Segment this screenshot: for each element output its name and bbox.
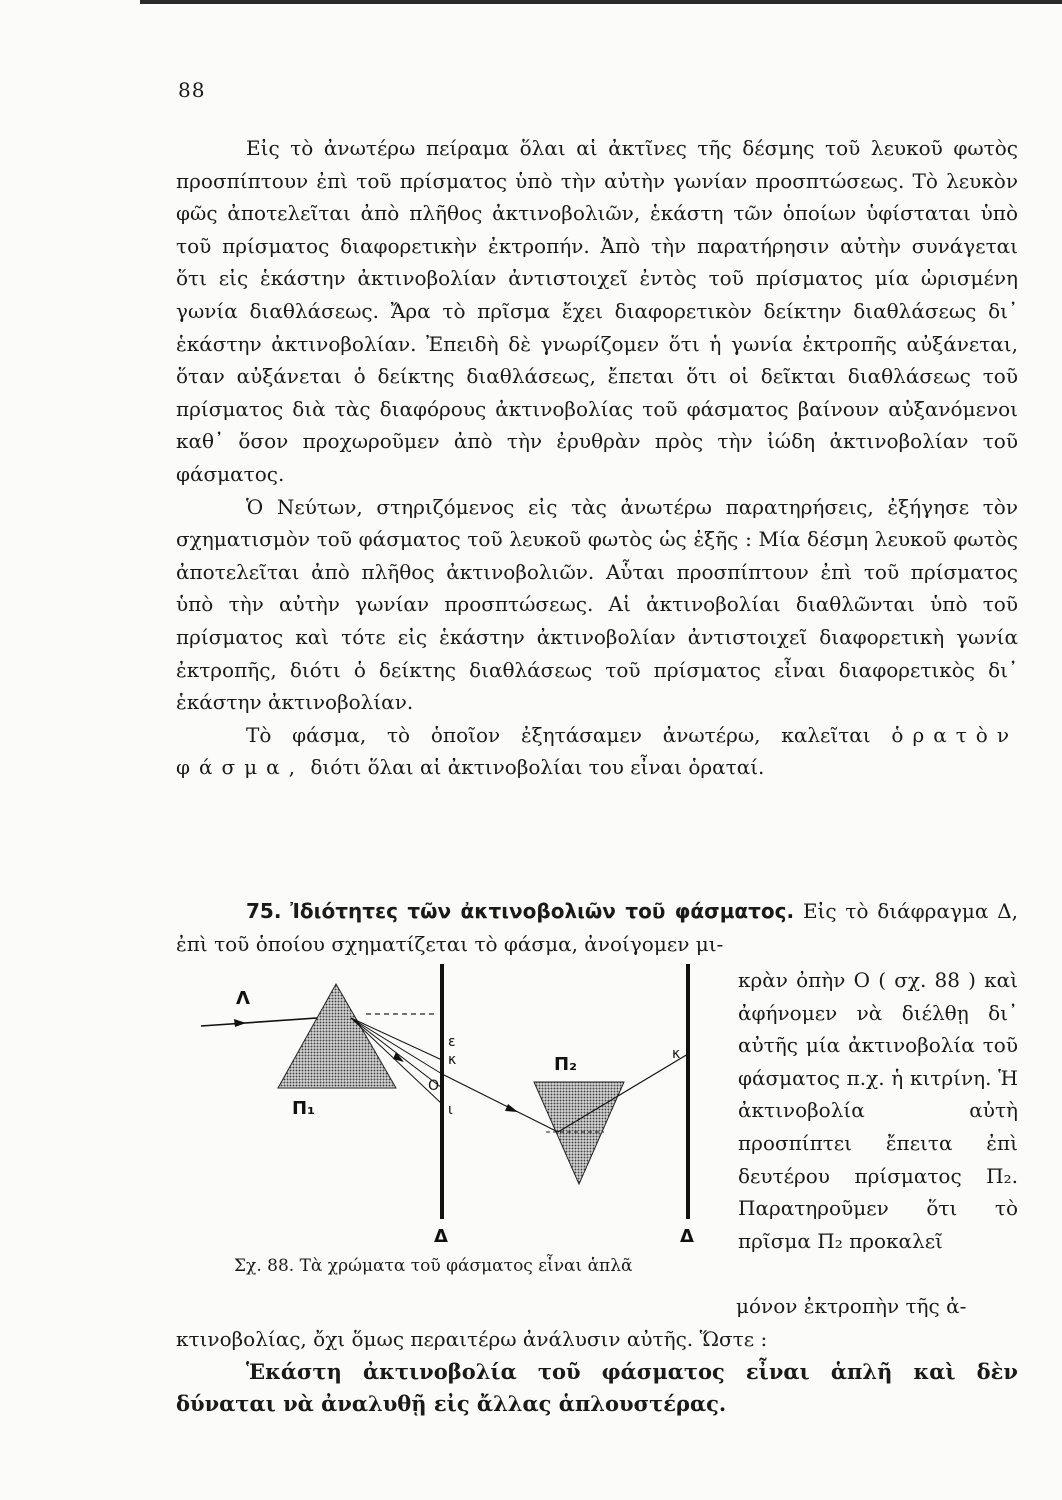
conclusion-text: Ἑκάστη ἀκτινοβολία τοῦ φάσματος εἶναι ἁπλῆ καὶ δὲν δύναται νὰ ἀναλυθῇ εἰς ἄλλας ἁπλουστέρας. — [176, 1359, 1018, 1416]
label-d1: Δ — [434, 1226, 448, 1247]
figure-diagram — [196, 964, 736, 1264]
figure-88 — [196, 964, 736, 1294]
label-d2: Δ — [680, 1226, 694, 1247]
side-text: κρὰν ὀπὴν Ο ( σχ. 88 ) καὶ ἀφήνομεν νὰ διέλθῃ δι᾽ αὐτῆς μία ἀκτινοβολία τοῦ φάσματος π.χ. ἡ κιτρίνη. Ἡ ἀκτινοβολία αὐτὴ προσπίπτει ἔπειτα ἐπὶ δευτέρου πρίσματος Π₂. Παρατηροῦμεν ὅτι τὸ πρῖσμα Π₂ προκαλεῖ — [738, 968, 1018, 1253]
continuation-text — [176, 1290, 1018, 1355]
conclusion-bold — [176, 1356, 1018, 1420]
section-title: Ἰδιότητες τῶν ἀκτινοβολιῶν τοῦ φάσματος. — [290, 899, 795, 923]
figure-caption: Σχ. 88. Τὰ χρώματα τοῦ φάσματος εἶναι ἁπλᾶ — [234, 1256, 633, 1276]
section-number: 75. — [246, 899, 282, 923]
label-k2: κ — [672, 1046, 681, 1062]
paragraph-3-text: Τὸ φάσμα, τὸ ὁποῖον ἐξητάσαμεν ἀνωτέρω, καλεῖται — [246, 722, 871, 747]
continuation-line: κτινοβολίας, ὄχι ὅμως περαιτέρω ἀνάλυσιν αὐτῆς. Ὥστε : — [176, 1326, 768, 1351]
paragraph-1: Εἰς τὸ ἀνωτέρω πείραμα ὅλαι αἱ ἀκτῖνες τῆς δέσμης τοῦ λευκοῦ φωτὸς προσπίπτουν ἐπὶ τοῦ πρίσματος ὑπὸ τὴν αὐτὴν γωνίαν προσπτώσεως. Τὸ λευκὸν φῶς ἀποτελεῖται ἀπὸ πλῆθος ἀκτινοβολιῶν, ἑκάστη τῶν ὁποίων ὑφίσταται ὑπὸ τοῦ πρίσματος διαφορετικὴν ἐκτροπήν. Ἀπὸ τὴν παρατήρησιν αὐτὴν συνάγεται ὅτι εἰς ἑκάστην ἀκτινοβολίαν ἀντιστοιχεῖ ἐντὸς τοῦ πρίσματος μία ὡρισμένη γωνία διαθλάσεως. Ἄρα τὸ πρῖσμα ἔχει διαφορετικὸν δείκτην διαθλάσεως δι᾽ ἑκάστην ἀκτινοβολίαν. Ἐπειδὴ δὲ γνωρίζομεν ὅτι ἡ γωνία ἐκτροπῆς αὐξάνεται, ὅταν αὐξάνεται ὁ δείκτης διαθλάσεως, ἔπεται ὅτι οἱ δεῖκται διαθλάσεως τοῦ πρίσματος διὰ τὰς διαφόρους ἀκτινοβολίας τοῦ φάσματος βαίνουν αὐξανόμενοι καθ᾽ ὅσον προχωροῦμεν ἀπὸ τὴν ἐρυθρὰν πρὸς τὴν ἰώδη ἀκτινοβολίαν τοῦ φάσματος. — [176, 136, 1018, 486]
screen-d2 — [686, 964, 690, 1219]
page-top-rule — [140, 0, 1062, 4]
label-e: ε — [448, 1034, 456, 1050]
section-intro: Εἰς τὸ διάφραγμα Δ, ἐπὶ τοῦ ὁποίου σχηματίζεται τὸ φάσμα, ἀνοίγομεν μι- — [176, 899, 1019, 956]
paragraph-3-tail: διότι ὅλαι αἱ ἀκτινοβολίαι του εἶναι ὁραταί. — [310, 755, 765, 780]
prism-p2 — [534, 1082, 624, 1184]
paragraph-2: Ὁ Νεύτων, στηριζόμενος εἰς τὰς ἀνωτέρω παρατηρήσεις, ἐξήγησε τὸν σχηματισμὸν τοῦ φάσματος τοῦ λευκοῦ φωτὸς ὡς ἑξῆς : Μία δέσμη λευκοῦ φωτὸς ἀποτελεῖται ἀπὸ πλῆθος ἀκτινοβολιῶν. Αὗται προσπίπτουν ἐπὶ τοῦ πρίσματος ὑπὸ τὴν αὐτὴν γωνίαν προσπτώσεως. Αἱ ἀκτινοβολίαι διαθλῶνται ὑπὸ τοῦ πρίσματος καὶ τότε εἰς ἑκάστην ἀκτινοβολίαν ἀντιστοιχεῖ διαφορετικὴ γωνία ἐκτροπῆς, διότι ὁ δείκτης διαθλάσεως τοῦ πρίσματος εἶναι διαφορετικὸς δι᾽ ἑκάστην ἀκτινοβολίαν. — [176, 494, 1018, 715]
body-text — [176, 132, 1018, 784]
section-75 — [176, 895, 1018, 960]
diaphragm-d1 — [440, 964, 444, 1219]
label-p2: Π₂ — [554, 1054, 577, 1075]
label-p1: Π₁ — [292, 1098, 315, 1119]
label-i: ι — [448, 1102, 453, 1118]
term-visible: ὁρατὸν — [891, 722, 1018, 747]
paragraph-3 — [176, 719, 1018, 784]
side-text-column — [738, 964, 1018, 1257]
label-o: Ο — [428, 1078, 440, 1094]
label-k1: κ — [448, 1052, 457, 1068]
term-spectrum: φάσμα, — [176, 755, 305, 780]
page-number: 88 — [178, 78, 206, 102]
label-lambda: Λ — [236, 988, 250, 1009]
section-heading-line — [176, 895, 1018, 960]
prism-p1 — [278, 984, 396, 1088]
continuation-indent: μόνον ἐκτροπὴν τῆς ἀ- — [736, 1294, 967, 1318]
